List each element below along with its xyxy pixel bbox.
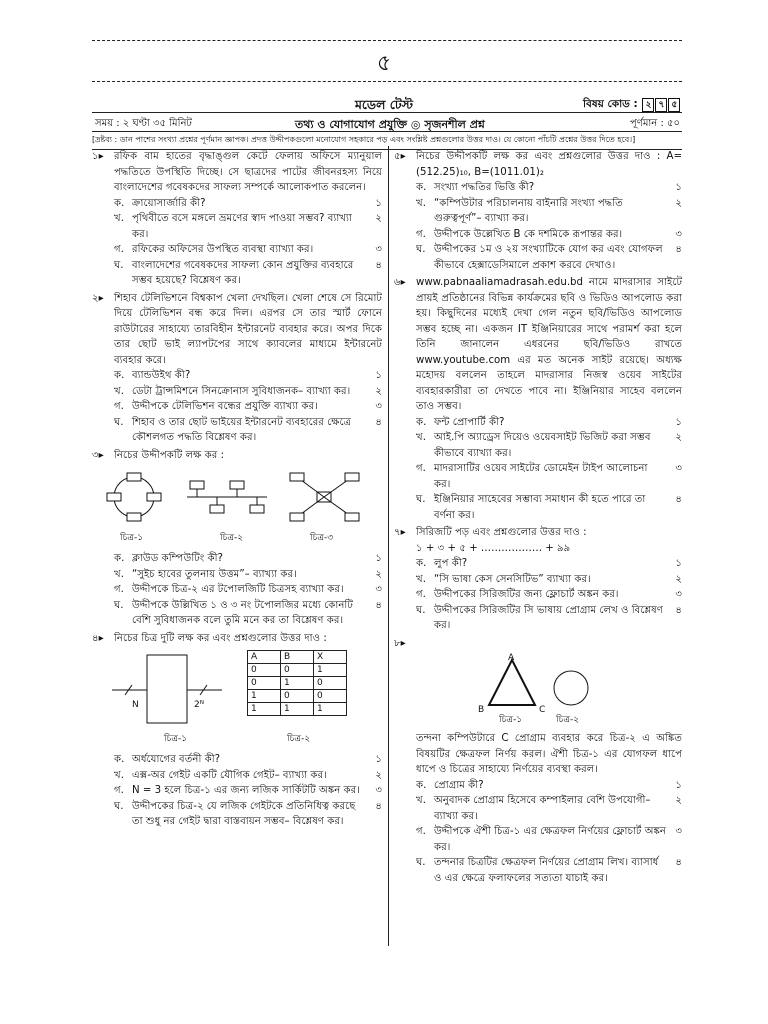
sub-question	[92, 598, 382, 629]
sub-marks: ১	[675, 779, 682, 791]
sub-text: আই.পি অ্যাড্রেস দিয়েও ওয়েবসাইট ভিজিট করা সম্ভব কীভাবে ব্যাখ্যা কর।	[434, 432, 651, 459]
sub-letter: খ.	[416, 573, 426, 585]
sub-letter: ঘ.	[114, 416, 124, 428]
question-stem	[394, 525, 682, 541]
question-text: শিহাব টেলিভিশনে বিশ্বকাপ খেলা দেখছিল। খেলা শেষে সে রিমোট দিয়ে টেলিভিশন বন্ধ করে দিল। এরপর সে তার স্মার্ট ফোনে রাউটারের সাহায্যে তারবিহীন ইন্টারনেট ব্যবহার করে। অপর দিকে তার ছোট ভাই ল্যাপটপের সাথে ক্যাবলের মাধ্যমে ইন্টারনেট ব্যবহার করে।	[114, 292, 382, 366]
sub-text: উদ্দীপকের চিত্র-২ যে লজিক গেইটকে প্রতিনিধিত্ব করছে তা শুধু নর গেইট দ্বারা বাস্তবায়ন সম্ভব– বিশ্লেষণ কর।	[132, 800, 356, 827]
sub-text: সংখ্যা পদ্ধতির ভিত্তি কী?	[434, 182, 535, 193]
question-stem-2	[394, 731, 682, 778]
sub-question	[394, 556, 682, 572]
question-number: ২▸	[92, 292, 104, 304]
truth-table-row	[248, 664, 347, 677]
star-node	[345, 513, 359, 521]
question-3-left	[92, 448, 382, 629]
sub-question	[92, 551, 382, 567]
question-text: সিরিজটি পড় এবং প্রশ্নগুলোর উত্তর দাও :	[416, 527, 587, 538]
bus-node	[210, 505, 224, 513]
sub-text: অর্ধযোগের বর্তনী কী?	[132, 754, 221, 765]
sub-marks: ২	[675, 197, 682, 209]
sub-letter: খ.	[114, 213, 124, 224]
sub-letter: ঘ.	[416, 494, 426, 505]
sub-letter: গ.	[416, 463, 426, 474]
truth-table-cell: 0	[281, 690, 314, 703]
question-stem	[394, 149, 682, 180]
sub-text: উদ্দীপকে ঐশী চিত্র-১ এর ক্ষেত্রফল নির্ণয়ের ফ্লোচার্ট অঙ্কন কর।	[434, 826, 667, 853]
sub-question	[92, 196, 382, 212]
question-2-right	[394, 275, 682, 523]
question-1-right	[394, 149, 682, 273]
sub-letter: খ.	[416, 197, 426, 209]
question-3-right	[394, 525, 682, 634]
sub-marks: ২	[675, 573, 682, 585]
sub-letter: খ.	[416, 432, 426, 443]
sub-question	[394, 603, 682, 634]
truth-table-row	[248, 703, 347, 716]
sub-letter: ক.	[416, 182, 427, 193]
sub-question	[92, 242, 382, 258]
series	[394, 541, 682, 557]
full-marks: পূর্ণমান : ৫০	[630, 118, 680, 129]
sub-letter: গ.	[416, 228, 426, 240]
sub-marks: ৪	[675, 244, 682, 255]
question-stem	[92, 631, 382, 647]
sub-marks: ২	[375, 385, 382, 397]
sub-marks: ১	[675, 558, 682, 569]
sub-marks: ৪	[375, 599, 382, 611]
question-stem	[92, 149, 382, 196]
decoder-block	[147, 655, 187, 723]
exam-time: সময় : ২ ঘণ্টা ৩৫ মিনিট	[95, 118, 192, 129]
logic-figures	[92, 650, 382, 748]
ring-node	[127, 473, 141, 481]
sub-letter: খ.	[114, 385, 124, 397]
sub-question	[92, 582, 382, 598]
sub-letter: ঘ.	[416, 604, 426, 616]
ring-node	[127, 513, 141, 521]
sub-question	[394, 415, 682, 431]
left-column	[92, 149, 382, 832]
truth-table-cell: 1	[248, 703, 281, 716]
series-text: ১ + ৩ + ৫ + ……………… + ৯৯	[416, 542, 571, 554]
sub-text: বাংলাদেশের গবেষকদের সাফল্য কোন প্রযুক্তির ব্যবহারে সম্ভব হয়েছে? বিশ্লেষণ কর।	[132, 259, 354, 286]
exam-instruction: [দ্রষ্টব্য : ডান পাশের সংখ্যা প্রশ্নের পূর্ণমান জ্ঞাপক। প্রদত্ত উদ্দীপকগুলো মনোযোগ সহকারে পড় এবং সংশ্লিষ্ট প্রশ্নগুলোর উত্তর দাও। যে কোনো পাঁচটি প্রশ্নের উত্তর দিতে হবে।]	[92, 131, 682, 150]
sub-marks: ৩	[675, 826, 682, 837]
truth-table-row	[248, 677, 347, 690]
sub-question	[92, 799, 382, 830]
question-2-left	[92, 291, 382, 446]
truth-table-cell: 0	[281, 664, 314, 677]
truth-table-cell: 1	[314, 664, 347, 677]
sub-question	[92, 567, 382, 583]
truth-table-cell: 0	[248, 677, 281, 690]
question-text-2: তন্দনা কম্পিউটারে C প্রোগ্রাম ব্যবহার করে চিত্র-২ এ অঙ্কিত বিষয়টির ক্ষেত্রফল নির্ণয় করল। ঐশী চিত্র-১ এর যোগফল ধাপে ধাপে ও চিত্রের সাহায্যে নির্ণয়ের ব্যবস্থা করল।	[416, 733, 682, 775]
question-number: ১▸	[92, 151, 104, 162]
sub-marks: ৪	[675, 604, 682, 616]
sub-question	[394, 793, 682, 824]
column-divider	[388, 146, 389, 946]
sub-text: ফন্ট প্রোপার্টি কী?	[434, 416, 505, 428]
sub-question	[394, 855, 682, 886]
right-column	[394, 149, 682, 888]
input-label: N	[132, 700, 139, 710]
truth-table-head-cell: X	[314, 651, 347, 664]
sub-marks: ২	[375, 568, 382, 580]
question-stem	[394, 636, 682, 652]
sub-letter: গ.	[114, 584, 124, 595]
figure-caption: চিত্র-২	[287, 734, 311, 744]
ring-node	[107, 493, 121, 501]
sub-letter: ঘ.	[114, 800, 124, 812]
figure-caption: চিত্র-১	[499, 715, 523, 725]
sub-letter: গ.	[416, 589, 426, 600]
figure-caption: চিত্র-১	[120, 533, 144, 543]
star-node	[290, 513, 304, 521]
ring-node	[147, 493, 161, 501]
sub-letter: ঘ.	[114, 259, 124, 271]
sub-letter: গ.	[114, 244, 124, 255]
header-dashed-rule	[92, 81, 682, 82]
page-title: মডেল টেস্ট	[354, 97, 414, 112]
sub-marks: ২	[675, 432, 682, 443]
sub-letter: ঘ.	[416, 857, 426, 868]
sub-question	[394, 778, 682, 794]
sub-marks: ৪	[375, 800, 382, 812]
sub-marks: ৩	[375, 244, 382, 255]
sub-marks: ৪	[375, 259, 382, 271]
sub-text: ডেটা ট্রান্সমিশনে সিনক্রোনাস সুবিধাজনক– ব্যাখ্যা কর।	[132, 385, 351, 397]
sub-text: তন্দনার চিত্রটির ক্ষেত্রফল নির্ণয়ের প্রোগ্রাম লিখ। ব্যাসার্ধ ও এর ক্ষেত্রে ফলাফলের সত্যতা যাচাই কর।	[434, 857, 659, 884]
star-node	[290, 473, 304, 481]
sub-marks: ৩	[675, 589, 682, 600]
truth-table-cell: 1	[248, 690, 281, 703]
sub-letter: ক.	[416, 779, 427, 791]
question-number: ৬▸	[394, 277, 406, 288]
sub-question	[92, 752, 382, 768]
topology-figures	[92, 467, 382, 547]
sub-text: পৃথিবীতে বসে মঙ্গলে ভ্রমণের স্বাদ পাওয়া সম্ভব? ব্যাখ্যা কর।	[132, 213, 352, 240]
figure-caption: চিত্র-২	[556, 715, 580, 725]
sub-text: রফিকের অফিসের উপস্থিত ব্যবস্থা ব্যাখ্যা কর।	[132, 244, 314, 255]
sub-question	[394, 196, 682, 227]
question-text: রফিক বাম হাতের বৃদ্ধাঙ্গুল কেটে ফেলায় অফিসে ম্যানুয়াল পদ্ধতিতে উপস্থিতি দিচ্ছে। সে ছাত্রদের পাটের জীবনরহস্য নিয়ে বাংলাদেশের গবেষকদের সাফল্য সম্পর্কে আলোকপাত করলেন।	[114, 151, 382, 193]
sub-text: ক্লাউড কম্পিউটিং কী?	[132, 553, 223, 564]
truth-table-cell: 1	[281, 677, 314, 690]
sub-marks: ৩	[375, 785, 382, 796]
question-1-left	[92, 149, 382, 289]
question-stem	[92, 291, 382, 369]
sub-marks: ২	[675, 795, 682, 806]
sub-question	[92, 211, 382, 242]
truth-table-head-cell: A	[248, 651, 281, 664]
sub-letter: ক.	[114, 370, 125, 381]
sub-letter: ক.	[114, 754, 125, 765]
sub-marks: ৩	[675, 228, 682, 240]
sub-question	[92, 399, 382, 415]
figure-caption: চিত্র-৩	[310, 533, 334, 543]
sub-marks: ৪	[375, 416, 382, 428]
sub-letter: ক.	[114, 197, 125, 209]
sub-letter: ক.	[416, 416, 427, 428]
sub-question	[394, 492, 682, 523]
truth-table-head-cell: B	[281, 651, 314, 664]
sub-text: উদ্দীপকে উল্লেখিত B কে দশমিকে রূপান্তর কর।	[434, 228, 623, 240]
sub-marks: ৪	[675, 857, 682, 868]
sub-question	[394, 242, 682, 273]
question-number: ৭▸	[394, 527, 406, 538]
truth-table-cell: 1	[281, 703, 314, 716]
triangle-vertex-label: B	[478, 705, 485, 715]
sub-text: মাদরাসাটির ওয়েব সাইটের ডোমেইন টাইপ আলোচনা কর।	[434, 463, 648, 490]
question-number: ৩▸	[92, 449, 104, 461]
sub-text: N = 3 হলে চিত্র-১ এর জন্য লজিক সার্কিটটি অঙ্কন কর।	[132, 785, 360, 796]
sub-marks: ৩	[375, 401, 382, 412]
truth-table-row	[248, 690, 347, 703]
sub-letter: গ.	[114, 401, 124, 412]
figure-caption: চিত্র-২	[220, 533, 244, 543]
sub-text: উদ্দীপকে টেলিভিশন বন্ধের প্রযুক্তি ব্যাখ্যা কর।	[132, 401, 318, 412]
sub-text: “সুইচ হাবের তুলনায় উত্তম”– ব্যাখ্যা কর।	[132, 568, 297, 580]
sub-marks: ২	[375, 769, 382, 781]
sub-marks: ৩	[375, 584, 382, 595]
truth-table-cell: 1	[314, 703, 347, 716]
sub-letter: ক.	[416, 558, 427, 569]
sub-letter: গ.	[114, 785, 124, 796]
exam-subject: তথ্য ও যোগাযোগ প্রযুক্তি ◎ সৃজনশীল প্রশ্ন	[295, 118, 485, 131]
star-node	[345, 473, 359, 481]
sub-text: উদ্দীপকে উল্লিখিত ১ ও ৩ নং টপোলজির মধ্যে কোনটি বেশি সুবিধাজনক বলে তুমি মনে কর তা বিশ্লেষণ কর।	[132, 599, 353, 626]
sub-text: “সি ভাষা কেস সেনসিটিভ” ব্যাখ্যা কর।	[434, 573, 591, 585]
sub-text: উদ্দীপকের সিরিজটির সি ভাষায় প্রোগ্রাম লেখ ও বিশ্লেষণ কর।	[434, 604, 663, 631]
question-stem	[92, 448, 382, 464]
sub-marks: ১	[675, 182, 682, 193]
shape-figures	[394, 655, 682, 727]
question-text	[416, 636, 682, 652]
question-number: ৪▸	[92, 632, 104, 644]
question-4-right	[394, 636, 682, 887]
subject-code: বিষয় কোড : ২ ৭ ৫	[583, 97, 680, 114]
question-text: www.pabnaaliamadrasah.edu.bd নামে মাদরাসার সাইটে প্রায়ই প্রতিষ্ঠানের বিভিন্ন কার্যক্রমের ছবি ও ভিডিও আপলোড করা হয়। কিছুদিনের মধ্যেই দেখা গেল নতুন ছবি/ভিডিও আপলোড সম্ভব হচ্ছে না। একজন IT ইঞ্জিনিয়ারের সাথে পরামর্শ করা হলে তিনি জানালেন এধরনের ছবি/ভিডিও রাখতে www.youtube.com এর মত অনেক সাইট রয়েছে। অধ্যক্ষ মহোদয় বললেন তাহলে মাদরাসার নিজস্ব ওয়েব সাইটের ব্যবহারকারীরা তা দেখতে পাবে না। ইঞ্জিনিয়ার সাহেব বললেন তাও সম্ভব।	[416, 277, 682, 412]
sub-question	[394, 587, 682, 603]
sub-text: ইঞ্জিনিয়ার সাহেবের সম্ভাব্য সমাধান কী হতে পারে তা বর্ণনা কর।	[434, 494, 646, 521]
sub-question	[394, 572, 682, 588]
triangle-vertex-label: A	[508, 653, 515, 663]
circle-shape	[554, 671, 588, 705]
sub-question	[92, 768, 382, 784]
sub-text: উদ্দীপকের ১ম ও ২য় সংখ্যাটিকে যোগ কর এবং যোগফল কীভাবে হেক্সাডেসিমালে প্রকাশ করবে দেখাও।	[434, 244, 663, 271]
sub-marks: ১	[375, 370, 382, 381]
question-stem	[394, 275, 682, 415]
sub-question	[394, 180, 682, 196]
sub-letter: ঘ.	[416, 244, 426, 255]
sub-question	[92, 368, 382, 384]
page-number: ৫	[376, 51, 392, 76]
shapes-svg	[394, 655, 682, 713]
sub-text: ব্যান্ডউইথ কী?	[132, 370, 191, 381]
truth-table-cell: 0	[248, 664, 281, 677]
sub-question	[92, 415, 382, 446]
triangle-vertex-label: C	[539, 705, 546, 715]
sub-text: উদ্দীপকে চিত্র-২ এর টপোলজিটি চিত্রসহ ব্যাখ্যা কর।	[132, 584, 344, 595]
question-number: ৫▸	[394, 151, 406, 162]
sub-question	[394, 227, 682, 243]
sub-text: অনুবাদক প্রোগ্রাম হিসেবে কম্পাইলার বেশি উপযোগী– ব্যাখ্যা কর।	[434, 795, 651, 822]
sub-text: এক্স-অর গেইট একটি যৌগিক গেইট– ব্যাখ্যা কর।	[132, 769, 327, 781]
sub-text: শিহাব ও তার ছোট ভাইয়ের ইন্টারনেট ব্যবহারের ক্ষেত্রে কৌশলগত পদ্ধতি বিশ্লেষণ কর।	[132, 416, 352, 443]
sub-letter: খ.	[114, 769, 124, 781]
sub-question	[92, 783, 382, 799]
bus-node	[190, 481, 204, 489]
sub-marks: ৩	[675, 463, 682, 474]
sub-text: ক্রায়োসার্জারি কী?	[132, 197, 206, 209]
bus-node	[250, 505, 264, 513]
top-dashed-rule	[92, 40, 682, 41]
sub-marks: ২	[375, 213, 382, 224]
sub-letter: ক.	[114, 553, 125, 564]
sub-text: লুপ কী?	[434, 558, 468, 569]
sub-question	[394, 824, 682, 855]
sub-marks: ১	[375, 553, 382, 564]
decoder-svg	[92, 650, 232, 730]
truth-table	[247, 650, 347, 716]
topology-svg	[92, 467, 382, 529]
sub-letter: খ.	[416, 795, 426, 806]
question-text: নিচের উদ্দীপকটি লক্ষ কর এবং প্রশ্নগুলোর উত্তর দাও : A=(512.25)₁₀, B=(1011.01)₂	[416, 151, 682, 178]
triangle-shape	[489, 660, 535, 705]
sub-question	[92, 258, 382, 289]
sub-letter: গ.	[416, 826, 426, 837]
question-number: ৮▸	[394, 637, 406, 649]
sub-question	[394, 430, 682, 461]
sub-text: প্রোগ্রাম কী?	[434, 779, 484, 791]
question-4-left	[92, 631, 382, 830]
question-text: নিচের চিত্র দুটি লক্ষ কর এবং প্রশ্নগুলোর উত্তর দাও :	[114, 632, 327, 644]
truth-table-header	[248, 651, 347, 664]
sub-text: “কম্পিউটার পরিচালনায় বাইনারি সংখ্যা পদ্ধতি গুরুত্বপূর্ণ”– ব্যাখ্যা কর।	[434, 197, 623, 224]
bus-node	[230, 481, 244, 489]
truth-table-cell: 0	[314, 677, 347, 690]
truth-table-cell: 0	[314, 690, 347, 703]
sub-marks: ১	[675, 416, 682, 428]
sub-marks: ১	[375, 754, 382, 765]
sub-text: উদ্দীপকের সিরিজটির জন্য ফ্লোচার্ট অঙ্কন কর।	[434, 589, 619, 600]
sub-letter: ঘ.	[114, 599, 124, 611]
question-text: নিচের উদ্দীপকটি লক্ষ কর :	[114, 449, 225, 461]
output-label: 2ᴺ	[194, 700, 204, 710]
sub-marks: ১	[375, 197, 382, 209]
header-rule	[92, 112, 682, 113]
figure-caption: চিত্র-১	[164, 734, 188, 744]
sub-marks: ৪	[675, 494, 682, 505]
sub-letter: খ.	[114, 568, 124, 580]
sub-question	[394, 461, 682, 492]
sub-question	[92, 384, 382, 400]
